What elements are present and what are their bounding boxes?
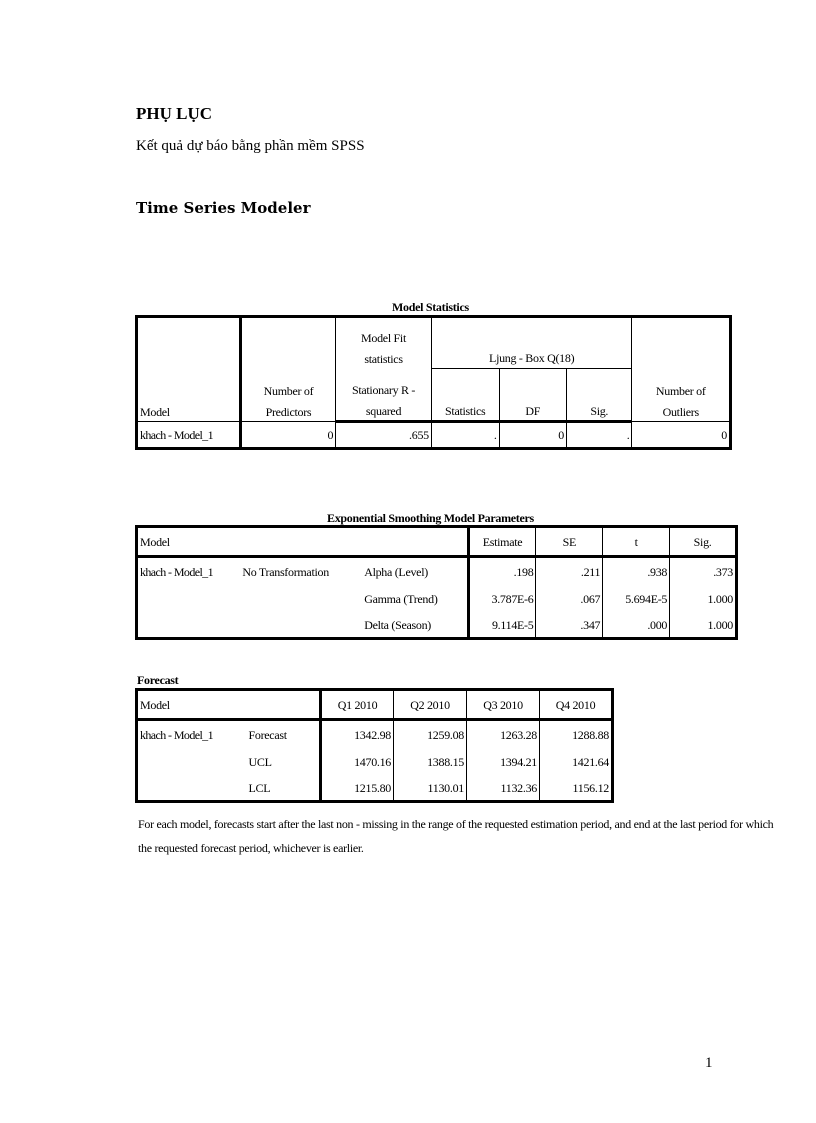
fc-q2: 1388.15	[394, 749, 467, 776]
exp-smoothing-table	[135, 525, 738, 640]
es-estimate: 3.787E-6	[468, 586, 536, 613]
fc-header-model: Model	[137, 690, 321, 720]
es-header-model: Model	[137, 527, 469, 557]
es-se: .211	[536, 557, 603, 586]
header-num-outliers: Number of Outliers	[632, 317, 731, 422]
cell-statistics: .	[431, 422, 499, 449]
es-estimate: .198	[468, 557, 536, 586]
model-statistics-table	[135, 315, 732, 450]
table-row	[137, 586, 737, 613]
fc-q1: 1215.80	[321, 776, 394, 802]
table-row	[137, 613, 737, 639]
forecast-caption: Forecast	[137, 673, 179, 687]
fc-q3: 1132.36	[467, 776, 540, 802]
es-sig: 1.000	[670, 586, 737, 613]
page-number: 1	[705, 1055, 713, 1071]
fc-header-q1: Q1 2010	[321, 690, 394, 720]
fc-q2: 1259.08	[394, 720, 467, 749]
fc-q3: 1394.21	[467, 749, 540, 776]
fc-label: Forecast	[247, 720, 321, 749]
es-header-sig: Sig.	[670, 527, 737, 557]
fc-header-q2: Q2 2010	[394, 690, 467, 720]
header-model-fit: Model Fit statistics	[336, 317, 432, 369]
es-param: Delta (Season)	[362, 613, 468, 639]
cell-num-outliers: 0	[632, 422, 731, 449]
fc-header-q4: Q4 2010	[540, 690, 613, 720]
row-model: khach - Model_1	[137, 422, 241, 449]
header-ljung-box: Ljung - Box Q(18)	[431, 317, 632, 369]
cell-sig: .	[567, 422, 632, 449]
es-sig: .373	[670, 557, 737, 586]
header-statistics: Statistics	[431, 369, 499, 422]
fc-q4: 1288.88	[540, 720, 613, 749]
fc-q4: 1421.64	[540, 749, 613, 776]
es-model: khach - Model_1	[140, 564, 213, 579]
es-param: Alpha (Level)	[362, 557, 468, 586]
es-t: .938	[603, 557, 670, 586]
es-header-se: SE	[536, 527, 603, 557]
cell-stationary-r: .655	[336, 422, 432, 449]
forecast-table	[135, 688, 614, 803]
fc-label: LCL	[247, 776, 321, 802]
es-t: .000	[603, 613, 670, 639]
es-se: .067	[536, 586, 603, 613]
header-num-predictors: Number of Predictors	[240, 317, 336, 422]
header-stationary-r: Stationary R - squared	[336, 369, 432, 422]
es-transformation: No Transformation	[242, 564, 329, 579]
model-statistics-caption: Model Statistics	[392, 300, 469, 314]
fc-q1: 1470.16	[321, 749, 394, 776]
fc-model: khach - Model_1	[140, 727, 213, 742]
table-row	[137, 720, 613, 749]
es-param: Gamma (Trend)	[362, 586, 468, 613]
fc-q2: 1130.01	[394, 776, 467, 802]
table-row	[137, 557, 737, 586]
table-row	[137, 749, 613, 776]
es-sig: 1.000	[670, 613, 737, 639]
es-se: .347	[536, 613, 603, 639]
header-df: DF	[499, 369, 566, 422]
fc-header-q3: Q3 2010	[467, 690, 540, 720]
subtitle: Kết quả dự báo bằng phần mềm SPSS	[136, 138, 365, 154]
fc-q1: 1342.98	[321, 720, 394, 749]
es-header-estimate: Estimate	[468, 527, 536, 557]
forecast-footnote: For each model, forecasts start after the last non - missing in the range of the requested estimation period, and end at the last period for which the requested forecast period, whichever is earlier.	[138, 817, 774, 855]
es-header-t: t	[603, 527, 670, 557]
header-sig: Sig.	[567, 369, 632, 422]
es-estimate: 9.114E-5	[468, 613, 536, 639]
fc-q4: 1156.12	[540, 776, 613, 802]
table-row	[137, 776, 613, 802]
exp-smoothing-caption: Exponential Smoothing Model Parameters	[327, 511, 534, 525]
fc-label: UCL	[247, 749, 321, 776]
fc-q3: 1263.28	[467, 720, 540, 749]
cell-df: 0	[499, 422, 566, 449]
appendix-title: PHỤ LỤC	[136, 104, 213, 123]
cell-num-predictors: 0	[240, 422, 336, 449]
header-model: Model	[137, 317, 241, 422]
section-title: Time Series Modeler	[136, 199, 311, 217]
es-t: 5.694E-5	[603, 586, 670, 613]
